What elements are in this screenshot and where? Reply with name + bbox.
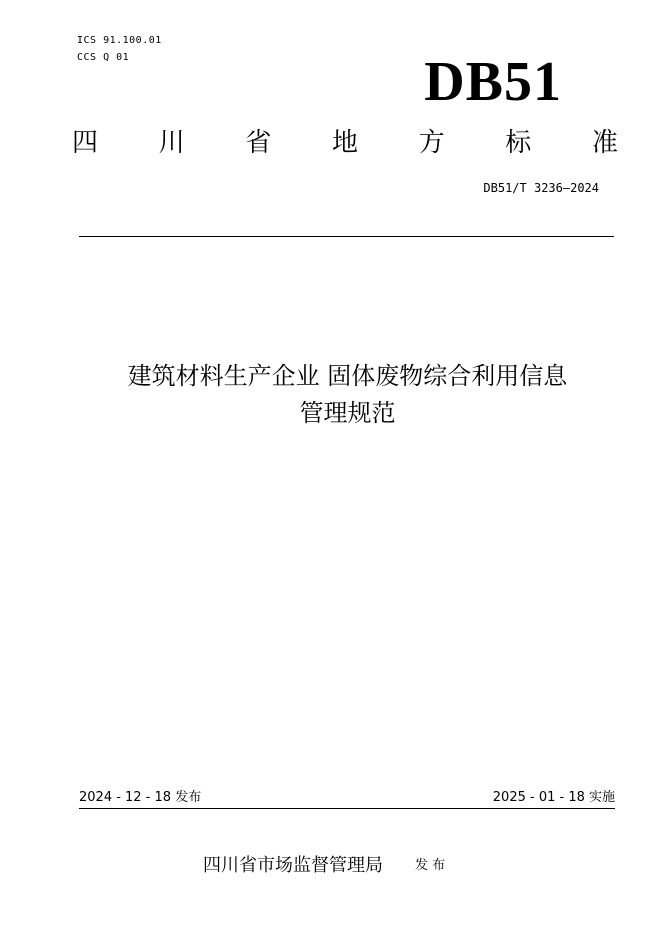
title-line-2: 管理规范: [299, 399, 396, 427]
document-title: [60, 358, 635, 432]
ics-code: ICS 91.100.01: [77, 35, 162, 46]
standard-type-char: 方: [418, 128, 445, 158]
standard-type-char: 川: [158, 128, 185, 158]
standard-type-char: 省: [245, 128, 272, 158]
implementation-date: 2025 - 01 - 18 实施: [492, 790, 615, 805]
title-line-1: 建筑材料生产企业 固体废物综合利用信息: [127, 362, 568, 390]
standard-logo: DB51: [424, 51, 562, 113]
standard-number: DB51/T 3236—2024: [483, 181, 599, 195]
issue-date: 2024 - 12 - 18 发布: [79, 790, 202, 805]
standard-type-char: 四: [72, 128, 99, 158]
top-divider: [79, 236, 614, 237]
publisher-action: 发 布: [415, 858, 446, 873]
classification-codes: [77, 32, 162, 66]
standard-type-heading: [72, 126, 618, 160]
ccs-code: CCS Q 01: [77, 52, 130, 63]
date-row: [79, 788, 615, 808]
standard-type-char: 标: [505, 128, 532, 158]
bottom-divider: [79, 808, 615, 809]
standard-type-char: 准: [591, 128, 618, 158]
publisher-line: [203, 853, 445, 879]
standard-type-char: 地: [331, 128, 358, 158]
publisher-name: 四川省市场监督管理局: [203, 855, 383, 876]
